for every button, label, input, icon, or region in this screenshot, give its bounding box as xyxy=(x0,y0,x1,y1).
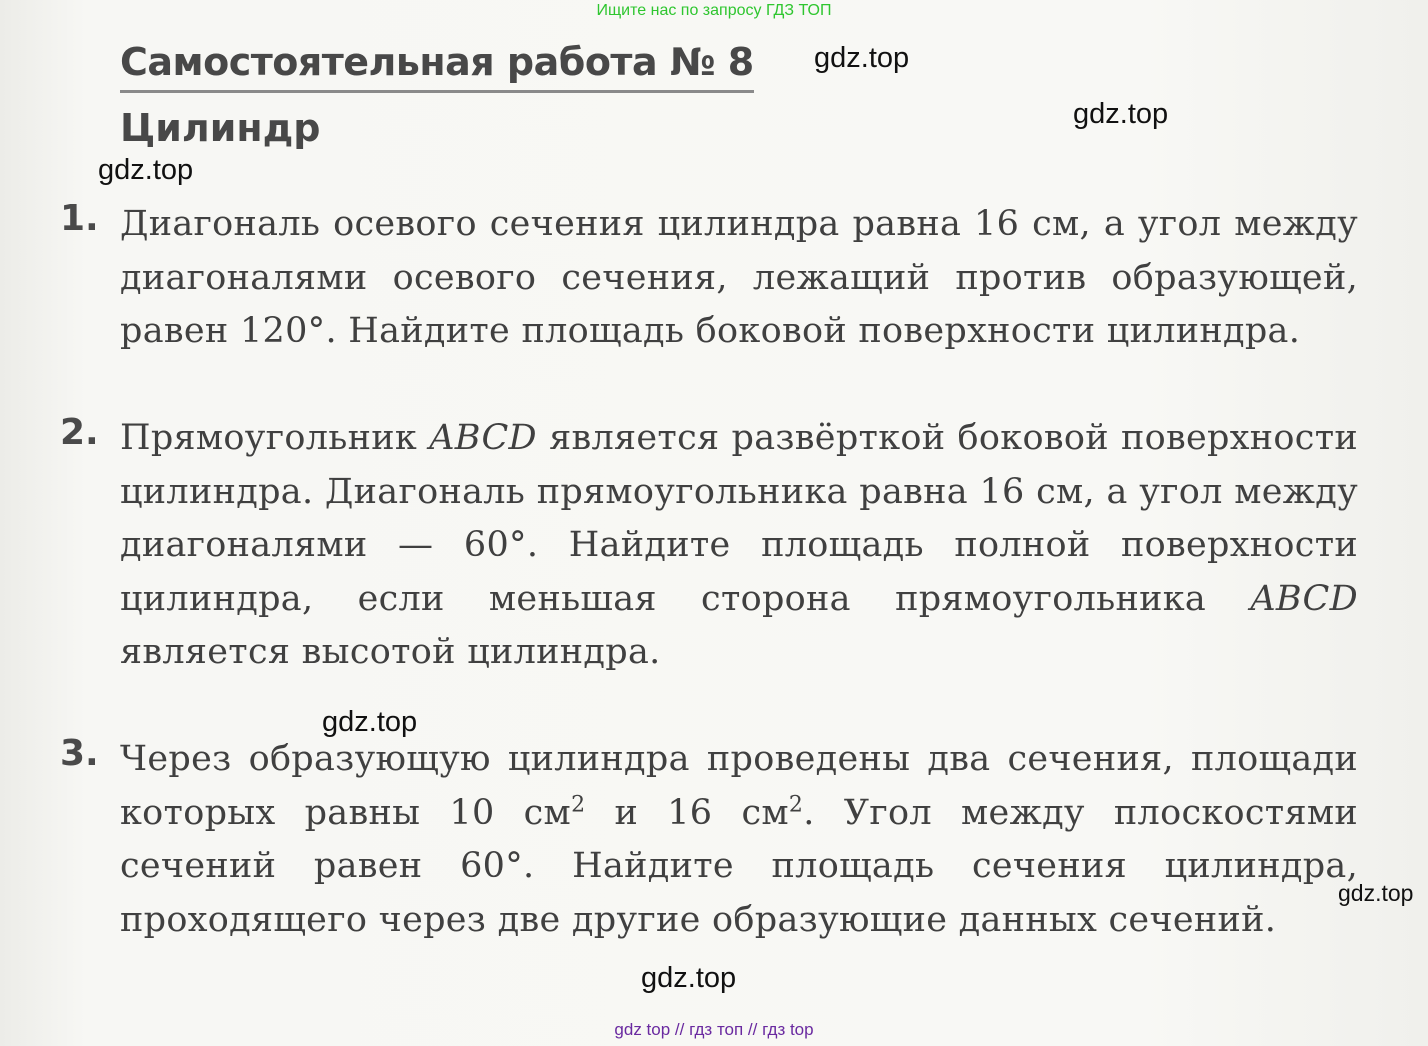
top-banner[interactable]: Ищите нас по запросу ГДЗ ТОП xyxy=(596,2,832,19)
problem-text: Через образующую цилиндра проведены два сечения, площади которых равны 10 $см^2$ и 16 $см^2$. Угол между плоскостями сечений равен 60°. Найдите площадь сечения цилиндра, проходящего через две другие образующие данных сечений. xyxy=(120,739,1359,940)
problem-2 xyxy=(60,412,1358,680)
problem-text: Прямоугольник ABCD является развёрткой боковой поверхности цилиндра. Диагональ прямоугольника равна 16 см, а угол между диагоналями — 60°. Найдите площадь полной поверхности цилиндра, если меньшая сторона прямоугольника ABCD является высотой цилиндра. xyxy=(120,418,1358,672)
problem-number: 1. xyxy=(60,198,99,239)
problem-number: 2. xyxy=(60,412,99,453)
problem-number: 3. xyxy=(60,733,99,774)
watermark: gdz.top xyxy=(1338,880,1414,906)
watermark: gdz.top xyxy=(322,706,418,738)
problem-text: Диагональ осевого сечения цилиндра равна 16 см, а угол между диагоналями осевого сечения, лежащий против образующей, равен 120°. Найдите площадь боковой поверхности цилиндра. xyxy=(120,204,1358,351)
page-title: Самостоятельная работа № 8 xyxy=(120,40,754,93)
watermark: gdz.top xyxy=(641,962,737,994)
watermark: gdz.top xyxy=(98,154,194,186)
footer-links[interactable]: gdz top // гдз топ // гдз top xyxy=(614,1020,814,1039)
watermark: gdz.top xyxy=(814,42,910,74)
watermark: gdz.top xyxy=(1073,98,1169,130)
problem-1 xyxy=(60,198,1358,359)
section-subtitle: Цилиндр xyxy=(120,106,321,150)
problem-3 xyxy=(60,733,1358,947)
